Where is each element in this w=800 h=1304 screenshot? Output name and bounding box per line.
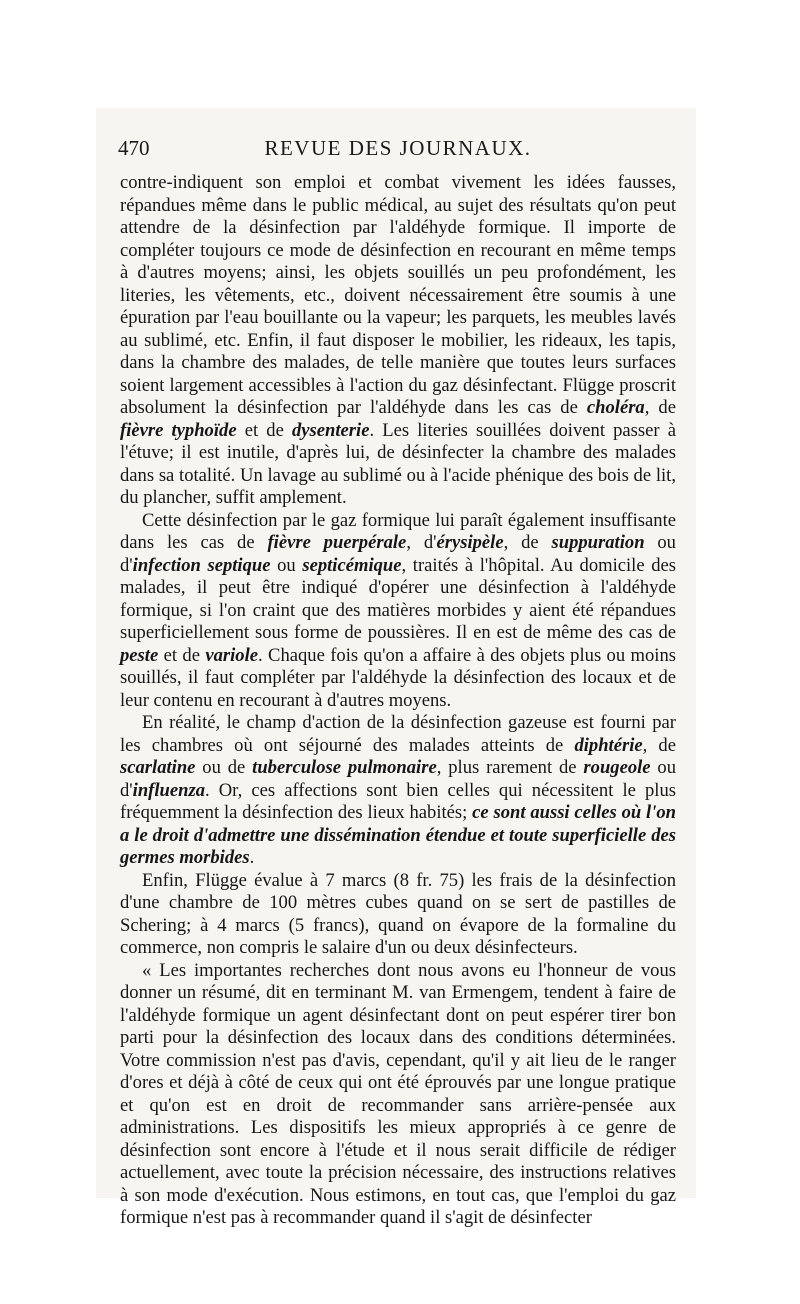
- text-run: , traités à l'hôpital. Au domicile des malades, il peut être indiqué d'opérer une désinfection à l'aldéhyde formique, si l'on craint que des matières morbides y aient été répandues superficiellement sous forme de poussières. Il en est de même des cas de: [120, 554, 677, 643]
- text-run: . Chaque fois qu'on a affaire à des objets plus ou moins souillés, il faut compléter par l'aldéhyde la désinfection des locaux et de leur contenu en recourant à d'autres moyens.: [120, 644, 676, 711]
- emphasized-text: fièvre puerpérale: [267, 532, 407, 553]
- paragraph: [120, 960, 676, 1230]
- text-run: , de: [503, 532, 552, 553]
- text-run: ou d': [120, 757, 677, 801]
- emphasized-text: dysenterie: [292, 419, 370, 441]
- text-run: et de: [158, 644, 206, 666]
- emphasized-text: diphtérie: [574, 734, 643, 756]
- text-run: , de: [642, 734, 676, 756]
- paragraph: [120, 712, 676, 870]
- emphasized-text: infection septique: [132, 554, 271, 576]
- text-run: . Les literies souillées doivent passer à l'étuve; il est inutile, d'après lui, de désinfecter la chambre des malades dans sa totalité. Un lavage au sublimé ou à l'acide phénique des bois de lit, du plancher, suffit amplement.: [120, 419, 676, 508]
- text-run: . Or, ces affections sont bien celles qui nécessitent le plus fréquemment la désinfection des lieux habités;: [120, 779, 676, 823]
- page-number: 470: [118, 136, 150, 160]
- text-run: ou de: [195, 757, 253, 778]
- text-run: , plus rarement de: [436, 757, 584, 778]
- text-run: Enfin, Flügge évalue à 7 marcs (8 fr. 75) les frais de la désinfection d'une chambre de 100 mètres cubes quand on se sert de pastilles de Schering; à 4 marcs (5 francs), quand on évapore de la formaline du commerce, non compris le salaire d'un ou deux désinfecteurs.: [120, 869, 676, 958]
- emphasized-text: influenza: [132, 779, 205, 801]
- emphasized-text: fièvre typhoïde: [120, 419, 237, 441]
- page-header: [118, 136, 678, 166]
- text-run: , de: [644, 397, 676, 418]
- text-run: ou d': [120, 532, 676, 576]
- body-text: [120, 172, 676, 1230]
- text-run: ou: [270, 554, 303, 576]
- paragraph: [120, 172, 676, 510]
- text-run: .: [249, 847, 255, 868]
- text-run: , d': [406, 532, 437, 553]
- emphasized-text: septicémique: [302, 554, 402, 576]
- text-run: Cette désinfection par le gaz formique lui paraît également insuffisante dans les cas de: [120, 509, 676, 553]
- text-run: et de: [236, 419, 292, 441]
- text-run: « Les importantes recherches dont nous avons eu l'honneur de vous donner un résumé, dit en terminant M. van Ermengem, tendent à faire de l'aldéhyde formique un agent désinfectant dont on peut espérer tirer bon parti pour la désinfection des locaux dans des conditions déterminées. Votre commission n'est pas d'avis, cependant, qu'il y ait lieu de le ranger d'ores et déjà à côté de ceux qui ont été éprouvés par une longue pratique et qu'on est en droit de recommander sans arrière-pensée aux administrations. Les dispositifs les mieux appropriés à ce genre de désinfection sont encore à l'étude et il nous serait difficile de rédiger actuellement, avec toute la précision nécessaire, des instructions relatives à son mode d'exécution. Nous estimons, en tout cas, que l'emploi du gaz formique n'est pas à recommander quand il s'agit de désinfecter: [120, 959, 676, 1228]
- text-run: En réalité, le champ d'action de la désinfection gazeuse est fourni par les chambres où ont séjourné des malades atteints de: [120, 712, 676, 756]
- emphasized-text: peste: [120, 644, 159, 666]
- emphasized-text: rougeole: [583, 757, 651, 778]
- emphasized-text: variole: [205, 644, 259, 666]
- paragraph: [120, 510, 676, 713]
- emphasized-text: choléra: [586, 397, 645, 418]
- emphasized-text: scarlatine: [120, 757, 196, 778]
- paragraph: [120, 870, 676, 960]
- emphasized-text: tuberculose pulmonaire: [252, 757, 437, 778]
- emphasized-text: suppuration: [551, 532, 645, 553]
- document-page: [96, 108, 696, 1228]
- emphasized-text: ce sont aussi celles où l'on a le droit d'admettre une dissémination étendue et toute superficielle des germes morbides: [120, 802, 676, 868]
- text-run: contre-indiquent son emploi et combat vivement les idées fausses, répandues même dans le public médical, au sujet des résultats qu'on peut attendre de la désinfection par l'aldéhyde formique. Il importe de compléter toujours ce mode de désinfection en recourant en même temps à d'autres moyens; ainsi, les objets souillés un peu profondément, les literies, les vêtements, etc., doivent nécessairement être soumis à une épuration par l'eau bouillante ou la vapeur; les parquets, les meubles lavés au sublimé, etc. Enfin, il faut disposer le mobilier, les rideaux, les tapis, dans la chambre des malades, de telle manière que toutes leurs surfaces soient largement accessibles à l'action du gaz désinfectant. Flügge proscrit absolument la désinfection par l'aldéhyde dans les cas de: [120, 172, 676, 418]
- running-head: REVUE DES JOURNAUX.: [264, 136, 532, 160]
- emphasized-text: érysipèle: [436, 532, 504, 553]
